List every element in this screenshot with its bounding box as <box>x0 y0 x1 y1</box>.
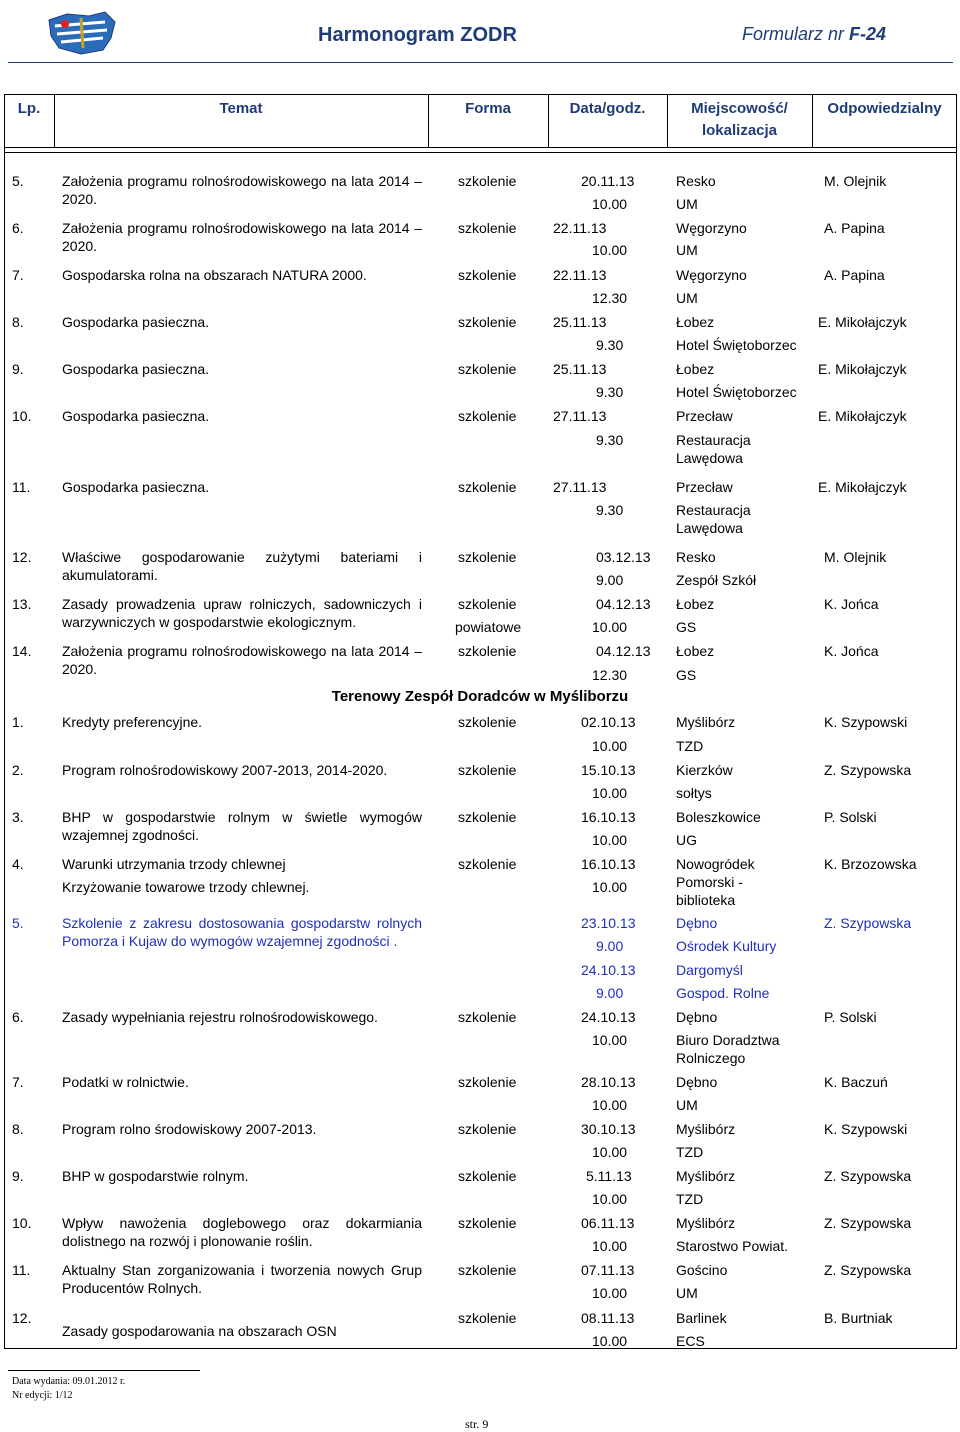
row-date: 16.10.13 <box>581 809 636 825</box>
row-place: Resko <box>676 549 716 565</box>
row-responsible: Z. Szypowska <box>824 915 912 931</box>
row-topic: Zasady prowadzenia upraw rolniczych, sadowniczych i warzywniczych w gospodarstwie ekologicznym. <box>62 596 422 630</box>
row-time: 9.30 <box>596 432 624 448</box>
row-place: Gościno <box>676 1262 728 1278</box>
row-date: 30.10.13 <box>581 1121 636 1137</box>
row-form: szkolenie <box>458 173 517 189</box>
row-place: Myślibórz <box>676 1121 736 1137</box>
row-responsible: Z. Szypowska <box>824 1168 912 1184</box>
row-topic: Aktualny Stan zorganizowania i tworzenia nowych Grup Producentów Rolnych. <box>62 1262 422 1296</box>
row-place-detail: Restauracja Lawędowa <box>676 432 751 466</box>
row-place-detail: UM <box>676 242 698 258</box>
header-row-border <box>4 152 957 153</box>
row-topic: Zasady gospodarowania na obszarach OSN <box>62 1323 337 1339</box>
row-topic: BHP w gospodarstwie rolnym w świetle wymogów wzajemnej zgodności. <box>62 809 422 843</box>
row-date: 5.11.13 <box>586 1168 632 1184</box>
row-place-detail: Gospod. Rolne <box>676 985 770 1001</box>
row-responsible: M. Olejnik <box>824 549 887 565</box>
row-responsible: E. Mikołajczyk <box>818 361 907 377</box>
row-place-detail: UM <box>676 196 698 212</box>
row-topic: BHP w gospodarstwie rolnym. <box>62 1168 249 1184</box>
row-number: 5. <box>12 915 24 931</box>
row-place: Dargomyśl <box>676 962 743 978</box>
row-topic: Gospodarska rolna na obszarach NATURA 2000. <box>62 267 367 283</box>
row-responsible: E. Mikołajczyk <box>818 479 907 495</box>
row-form: szkolenie <box>458 549 517 565</box>
row-date: 15.10.13 <box>581 762 636 778</box>
row-form: szkolenie <box>458 1215 517 1231</box>
row-time: 10.00 <box>592 1333 628 1349</box>
row-topic: Zasady wypełniania rejestru rolnośrodowiskowego. <box>62 1009 378 1025</box>
row-place-detail: sołtys <box>676 785 712 801</box>
row-responsible: K. Szypowski <box>824 714 908 730</box>
row-number: 11. <box>12 479 31 495</box>
row-number: 7. <box>12 1074 24 1090</box>
row-time: 12.30 <box>592 290 628 306</box>
row-number: 11. <box>12 1262 31 1278</box>
row-place: Łobez <box>676 361 715 377</box>
row-topic: Szkolenie z zakresu dostosowania gospodarstw rolnych Pomorza i Kujaw do wymogów wzajemnej zgodności . <box>62 915 422 949</box>
row-place: Łobez <box>676 643 715 659</box>
row-number: 7. <box>12 267 24 283</box>
row-place-detail: ECS <box>676 1333 705 1349</box>
column-header-date: Data/godz. <box>569 100 646 117</box>
row-place: Węgorzyno <box>676 267 747 283</box>
row-date: 20.11.13 <box>581 173 635 189</box>
row-time: 12.30 <box>592 667 628 683</box>
row-number: 10. <box>12 408 32 424</box>
row-time: 10.00 <box>592 1144 628 1160</box>
row-time: 10.00 <box>592 1238 628 1254</box>
row-topic-detail: Krzyżowanie towarowe trzody chlewnej. <box>62 879 310 895</box>
row-time: 9.00 <box>596 938 624 954</box>
column-header-lp: Lp. <box>17 100 41 117</box>
row-date: 24.10.13 <box>581 1009 636 1025</box>
footer-divider <box>8 1370 200 1371</box>
row-place-detail: GS <box>676 667 697 683</box>
row-topic: Program rolnośrodowiskowy 2007-2013, 2014-2020. <box>62 762 388 778</box>
row-topic: Warunki utrzymania trzody chlewnej <box>62 856 286 872</box>
row-responsible: Z. Szypowska <box>824 1262 912 1278</box>
row-date: 25.11.13 <box>553 361 607 377</box>
row-form: szkolenie <box>458 1262 517 1278</box>
row-place-detail: TZD <box>676 738 704 754</box>
row-date: 02.10.13 <box>581 714 636 730</box>
row-responsible: A. Papina <box>824 267 885 283</box>
row-topic: Gospodarka pasieczna. <box>62 408 210 424</box>
row-place: Myślibórz <box>676 714 736 730</box>
row-time: 10.00 <box>592 832 628 848</box>
row-date: 06.11.13 <box>581 1215 635 1231</box>
row-date: 27.11.13 <box>553 479 607 495</box>
row-place: Węgorzyno <box>676 220 747 236</box>
row-responsible: E. Mikołajczyk <box>818 314 907 330</box>
row-time: 10.00 <box>592 1191 628 1207</box>
row-place-detail: Ośrodek Kultury <box>676 938 777 954</box>
row-place: Kierzków <box>676 762 733 778</box>
row-place: Dębno <box>676 915 718 931</box>
header-row-border <box>4 147 957 148</box>
column-header-topic: Temat <box>219 100 263 117</box>
form-number: Formularz nr F-24 <box>742 24 887 44</box>
row-responsible: E. Mikołajczyk <box>818 408 907 424</box>
row-form: szkolenie <box>458 1009 517 1025</box>
row-number: 14. <box>12 643 32 659</box>
row-time: 10.00 <box>592 196 628 212</box>
issue-date: Data wydania: 09.01.2012 r. <box>12 1376 126 1387</box>
row-time: 9.30 <box>596 337 624 353</box>
row-place: Dębno <box>676 1009 718 1025</box>
row-number: 13. <box>12 596 32 612</box>
row-form: szkolenie <box>458 479 517 495</box>
row-form: szkolenie <box>458 596 517 612</box>
row-date: 07.11.13 <box>581 1262 635 1278</box>
row-responsible: K. Jońca <box>824 643 879 659</box>
row-responsible: B. Burtniak <box>824 1310 893 1326</box>
row-topic: Założenia programu rolnośrodowiskowego na lata 2014 – 2020. <box>62 220 422 254</box>
row-place: Przecław <box>676 408 733 424</box>
row-number: 9. <box>12 361 24 377</box>
row-place: Nowogródek Pomorski - biblioteka <box>676 856 755 908</box>
row-responsible: A. Papina <box>824 220 885 236</box>
row-responsible: P. Solski <box>824 1009 877 1025</box>
row-place: Dębno <box>676 1074 718 1090</box>
row-time: 10.00 <box>592 619 628 635</box>
row-number: 12. <box>12 549 32 565</box>
row-topic: Właściwe gospodarowanie zużytymi bateriami i akumulatorami. <box>62 549 422 583</box>
row-responsible: K. Jońca <box>824 596 879 612</box>
row-date: 04.12.13 <box>596 643 651 659</box>
page-number: str. 9 <box>465 1417 489 1431</box>
row-form: szkolenie <box>458 314 517 330</box>
row-number: 5. <box>12 173 24 189</box>
row-place: Barlinek <box>676 1310 727 1326</box>
row-place-detail: UM <box>676 1285 698 1301</box>
edition-number: Nr edycji: 1/12 <box>12 1390 73 1401</box>
row-form: szkolenie <box>458 1168 517 1184</box>
row-responsible: Z. Szypowska <box>824 1215 912 1231</box>
header-divider <box>8 62 953 63</box>
row-form: szkolenie <box>458 809 517 825</box>
row-form-detail: powiatowe <box>455 619 522 635</box>
row-number: 4. <box>12 856 24 872</box>
row-place: Łobez <box>676 596 715 612</box>
row-number: 10. <box>12 1215 32 1231</box>
row-date: 16.10.13 <box>581 856 636 872</box>
row-date: 03.12.13 <box>596 549 651 565</box>
row-time: 9.30 <box>596 502 624 518</box>
row-number: 6. <box>12 1009 24 1025</box>
row-place: Boleszkowice <box>676 809 761 825</box>
row-date: 22.11.13 <box>553 220 607 236</box>
row-form: szkolenie <box>458 762 517 778</box>
row-topic: Założenia programu rolnośrodowiskowego na lata 2014 – 2020. <box>62 643 422 677</box>
row-topic: Program rolno środowiskowy 2007-2013. <box>62 1121 317 1137</box>
row-place-detail: TZD <box>676 1144 704 1160</box>
row-form: szkolenie <box>458 1121 517 1137</box>
row-place-detail: Restauracja Lawędowa <box>676 502 751 536</box>
row-place: Łobez <box>676 314 715 330</box>
row-time: 10.00 <box>592 738 628 754</box>
section-title: Terenowy Zespół Doradców w Myśliborzu <box>331 688 629 705</box>
row-responsible: K. Baczuń <box>824 1074 888 1090</box>
row-date: 04.12.13 <box>596 596 651 612</box>
row-number: 12. <box>12 1310 32 1326</box>
row-number: 8. <box>12 314 24 330</box>
row-form: szkolenie <box>458 267 517 283</box>
column-header-responsible: Odpowiedzialny <box>827 100 942 117</box>
row-number: 1. <box>12 714 24 730</box>
row-place: Resko <box>676 173 716 189</box>
row-time: 10.00 <box>592 879 628 895</box>
row-form: szkolenie <box>458 1074 517 1090</box>
row-topic: Podatki w rolnictwie. <box>62 1074 189 1090</box>
column-header-form: Forma <box>465 100 511 117</box>
row-date: 24.10.13 <box>581 962 636 978</box>
row-date: 27.11.13 <box>553 408 607 424</box>
row-time: 9.30 <box>596 384 624 400</box>
row-date: 23.10.13 <box>581 915 636 931</box>
row-form: szkolenie <box>458 361 517 377</box>
row-number: 3. <box>12 809 24 825</box>
row-time: 10.00 <box>592 1097 628 1113</box>
document-title: Harmonogram ZODR <box>318 24 517 46</box>
row-place-detail: GS <box>676 619 697 635</box>
row-place-detail: TZD <box>676 1191 704 1207</box>
column-header-place: Miejscowość/ <box>691 100 788 117</box>
row-date: 08.11.13 <box>581 1310 635 1326</box>
row-date: 25.11.13 <box>553 314 607 330</box>
row-number: 8. <box>12 1121 24 1137</box>
row-responsible: K. Brzozowska <box>824 856 917 872</box>
row-number: 6. <box>12 220 24 236</box>
row-form: szkolenie <box>458 643 517 659</box>
row-place-detail: UG <box>676 832 697 848</box>
row-form: szkolenie <box>458 1310 517 1326</box>
row-place-detail: Hotel Świętoborzec <box>676 384 797 400</box>
row-topic: Gospodarka pasieczna. <box>62 479 210 495</box>
row-form: szkolenie <box>458 856 517 872</box>
row-topic: Założenia programu rolnośrodowiskowego na lata 2014 – 2020. <box>62 173 422 207</box>
row-number: 9. <box>12 1168 24 1184</box>
column-header-place-line2: lokalizacja <box>701 122 778 139</box>
row-time: 10.00 <box>592 785 628 801</box>
row-place-detail: UM <box>676 1097 698 1113</box>
row-place: Myślibórz <box>676 1215 736 1231</box>
row-place-detail: Starostwo Powiat. <box>676 1238 789 1254</box>
row-responsible: M. Olejnik <box>824 173 887 189</box>
row-topic: Wpływ nawożenia doglebowego oraz dokarmiania dolistnego na rozwój i plonowanie roślin. <box>62 1215 422 1249</box>
row-form: szkolenie <box>458 220 517 236</box>
row-number: 2. <box>12 762 24 778</box>
row-place-detail: Zespół Szkół <box>676 572 757 588</box>
row-form: szkolenie <box>458 408 517 424</box>
row-topic: Kredyty preferencyjne. <box>62 714 203 730</box>
row-time: 9.00 <box>596 985 624 1001</box>
row-responsible: Z. Szypowska <box>824 762 912 778</box>
row-form: szkolenie <box>458 714 517 730</box>
row-place-detail: UM <box>676 290 698 306</box>
row-responsible: P. Solski <box>824 809 877 825</box>
row-topic: Gospodarka pasieczna. <box>62 361 210 377</box>
row-place: Przecław <box>676 479 733 495</box>
row-time: 10.00 <box>592 242 628 258</box>
row-responsible: K. Szypowski <box>824 1121 908 1137</box>
row-place-detail: Biuro Doradztwa Rolniczego <box>676 1032 780 1066</box>
row-time: 10.00 <box>592 1032 628 1048</box>
row-place-detail: Hotel Świętoborzec <box>676 337 797 353</box>
row-date: 22.11.13 <box>553 267 607 283</box>
row-time: 9.00 <box>596 572 624 588</box>
row-place: Myślibórz <box>676 1168 736 1184</box>
row-date: 28.10.13 <box>581 1074 636 1090</box>
zodr-logo <box>45 8 119 56</box>
row-topic: Gospodarka pasieczna. <box>62 314 210 330</box>
row-time: 10.00 <box>592 1285 628 1301</box>
